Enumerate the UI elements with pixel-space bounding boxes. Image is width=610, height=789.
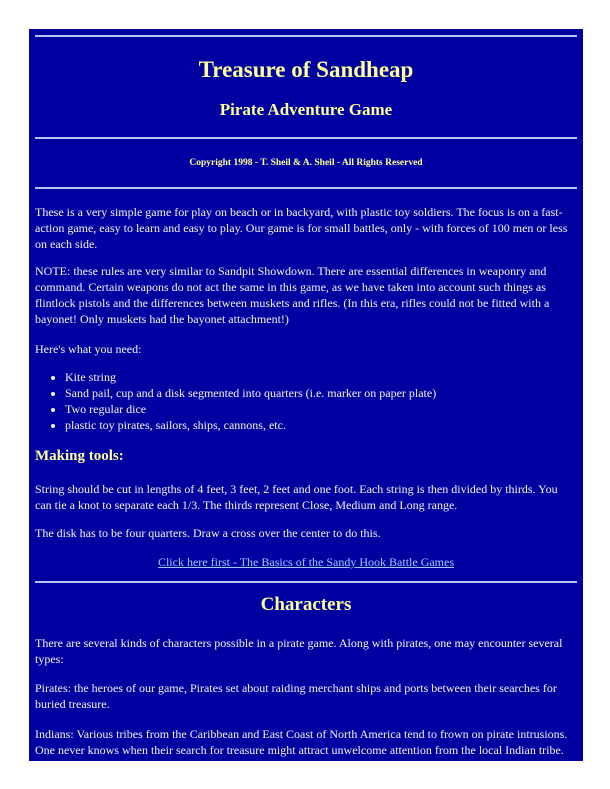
basics-link-wrap: [35, 554, 577, 570]
divider: [35, 187, 577, 189]
characters-heading: Characters: [260, 594, 352, 615]
divider: [35, 581, 577, 583]
list-item: • Two regular dice: [65, 401, 577, 417]
list-item: • Sand pail, cup and a disk segmented into quarters (i.e. marker on paper plate): [65, 385, 577, 401]
content-panel: [29, 29, 583, 761]
divider: [35, 137, 577, 139]
needs-label: Here's what you need:: [35, 342, 142, 356]
pirates-paragraph: Pirates: the heroes of our game, Pirates set about raiding merchant ships and ports between their searches for buried treasure.: [35, 681, 557, 711]
basics-link[interactable]: Click here first - The Basics of the Sandy Hook Battle Games: [157, 555, 455, 569]
divider: [35, 35, 577, 37]
page-subtitle: Pirate Adventure Game: [219, 100, 393, 119]
copyright-notice: Copyright 1998 - T. Sheil & A. Sheil - All Rights Reserved: [189, 158, 423, 168]
characters-intro: There are several kinds of characters possible in a pirate game. Along with pirates, one may encounter several types:: [35, 636, 563, 666]
making-tools-heading: Making tools:: [35, 448, 124, 464]
intro-paragraph: These is a very simple game for play on beach or in backyard, with plastic toy soldiers. The focus is on a fast-action game, easy to learn and easy to play. Our game is for small battles, only - with forces of 100 men or less on each side.: [35, 205, 568, 251]
string-paragraph: String should be cut in lengths of 4 feet, 3 feet, 2 feet and one foot. Each string is then divided by thirds. You can tie a knot to separate each 1/3. The thirds represent Close, Medium and Long range.: [35, 482, 558, 512]
list-item: • plastic toy pirates, sailors, ships, cannons, etc.: [65, 417, 577, 433]
needs-list: [35, 369, 577, 433]
page-title: Treasure of Sandheap: [198, 57, 414, 82]
list-item: • Kite string: [65, 369, 577, 385]
indians-paragraph: Indians: Various tribes from the Caribbean and East Coast of North America tend to frown on pirate intrusions. One never knows when their search for treasure might attract unwelcome attention from the local Indian tribe.: [35, 727, 568, 757]
note-paragraph: NOTE: these rules are very similar to Sandpit Showdown. There are essential differences in weaponry and command. Certain weapons do not act the same in this game, as we have taken into account such things as flintlock pistols and the differences between muskets and rifles. (In this era, rifles could not be fitted with a bayonet! Only muskets had the bayonet attachment!): [35, 264, 550, 326]
disk-paragraph: The disk has to be four quarters. Draw a cross over the center to do this.: [35, 526, 381, 540]
